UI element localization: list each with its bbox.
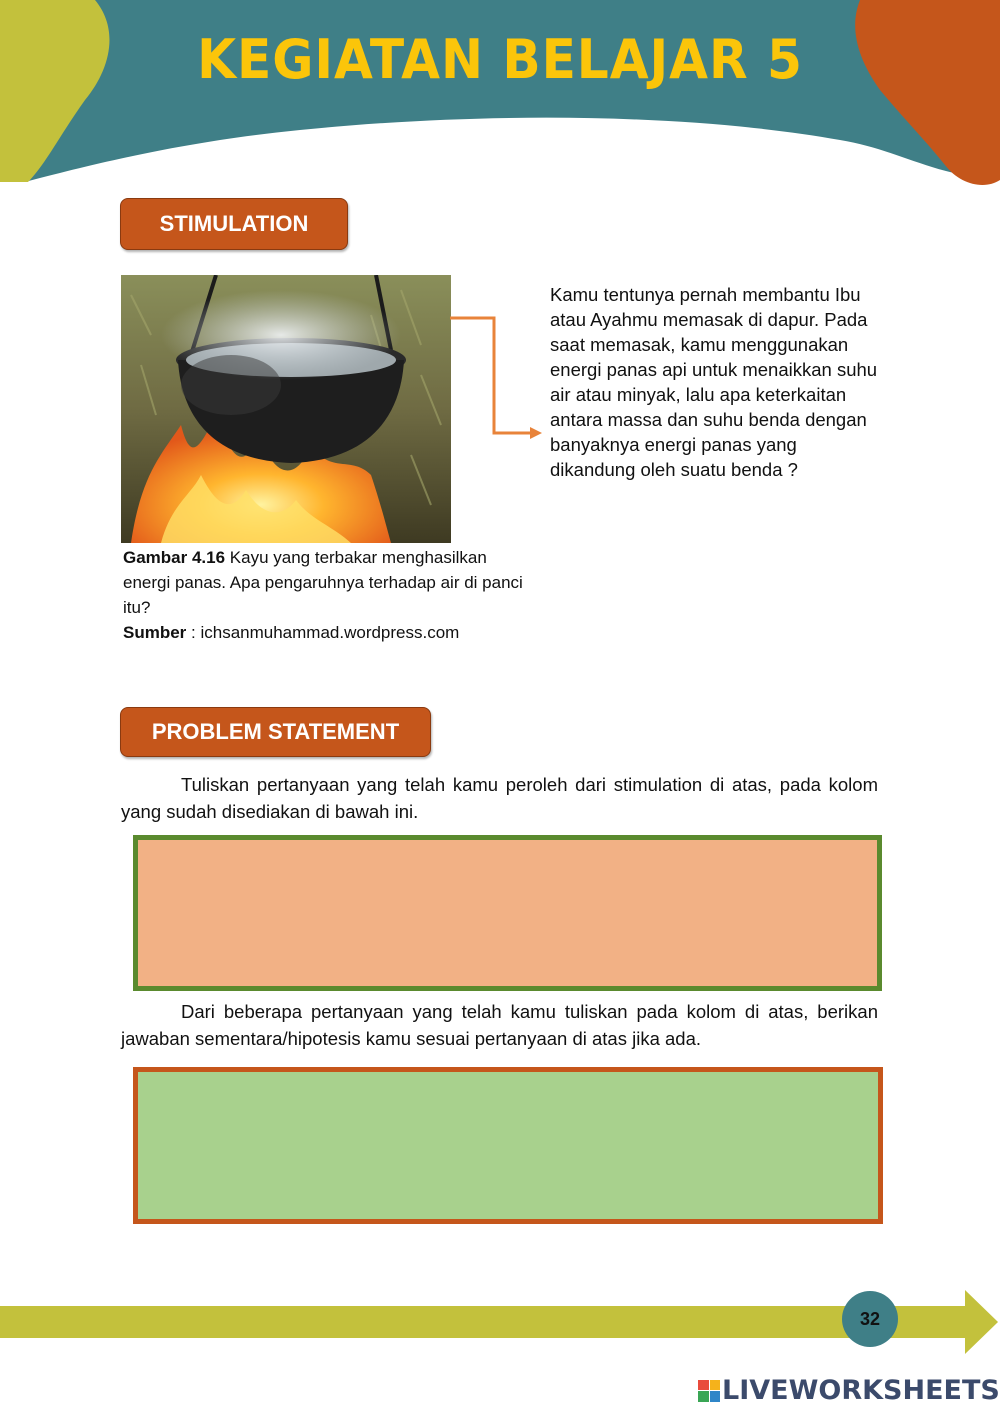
brand-logo-icon xyxy=(698,1380,720,1402)
source-label: Sumber xyxy=(123,623,187,642)
questions-answer-box[interactable] xyxy=(133,835,882,991)
page-number: 32 xyxy=(842,1291,898,1347)
image-caption xyxy=(123,545,533,645)
problem-statement-label: PROBLEM STATEMENT xyxy=(120,707,431,757)
page-title: KEGIATAN BELAJAR 5 xyxy=(197,28,803,91)
instruction-questions: Tuliskan pertanyaan yang telah kamu peroleh dari stimulation di atas, pada kolom yang sudah disediakan di bawah ini. xyxy=(121,774,878,822)
instruction-hypothesis: Dari beberapa pertanyaan yang telah kamu tuliskan pada kolom di atas, berikan jawaban sementara/hipotesis kamu sesuai pertanyaan di atas jika ada. xyxy=(121,1001,878,1049)
brand-name: LIVEWORKSHEETS xyxy=(722,1375,1000,1406)
hypothesis-answer-box[interactable] xyxy=(133,1067,883,1224)
connector-arrow xyxy=(450,310,545,440)
caption-figure-number: Gambar 4.16 xyxy=(123,548,226,567)
stimulation-text: Kamu tentunya pernah membantu Ibu atau Ayahmu memasak di dapur. Pada saat memasak, kamu menggunakan energi panas api untuk menaikkan suhu air atau minyak, lalu apa keterkaitan antara massa dan suhu benda dengan banyaknya energi panas yang dikandung oleh suatu benda ? xyxy=(550,284,878,480)
pot-over-fire-image xyxy=(121,275,451,543)
caption-text: Kayu yang terbakar menghasilkan energi panas. Apa pengaruhnya terhadap air di panci itu? xyxy=(123,548,523,617)
stimulation-label: STIMULATION xyxy=(120,198,348,250)
liveworksheets-logo xyxy=(698,1375,1000,1406)
source-text: : ichsanmuhammad.wordpress.com xyxy=(186,623,460,642)
